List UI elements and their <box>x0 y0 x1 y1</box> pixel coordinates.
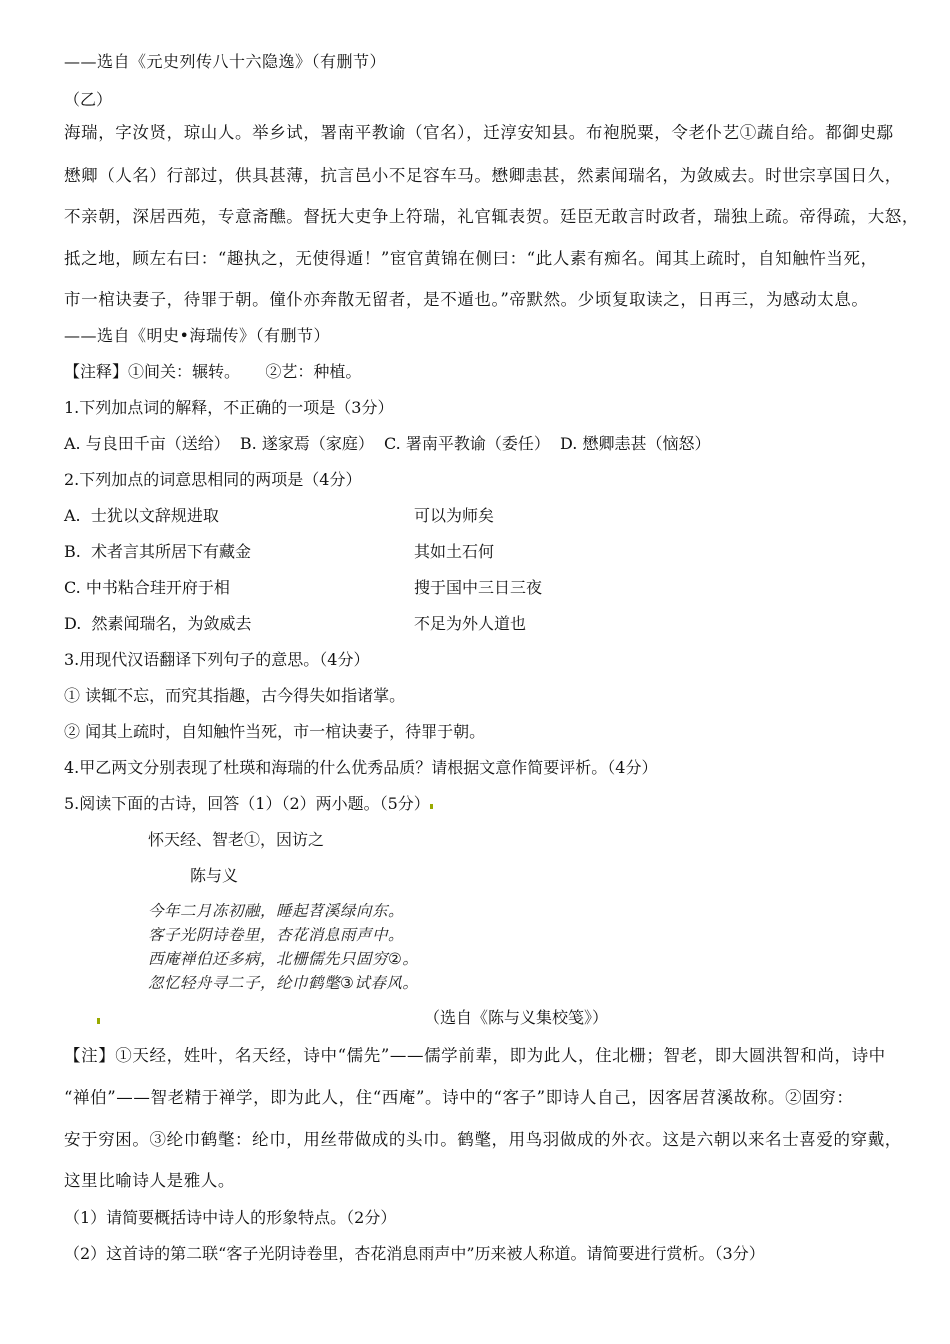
q2-option-row <box>64 506 864 526</box>
q1-stem: 1.下列加点词的解释，不正确的一项是（3分） <box>64 398 394 417</box>
passage-b-label: （乙） <box>64 90 113 109</box>
q2-option-right: 不足为外人道也 <box>414 614 527 633</box>
poem-line: 西庵禅伯还多病，北栅儒先只固穷②。 <box>148 950 419 968</box>
passage-b-line: 不亲朝，深居西苑，专意斋醮。督抚大吏争上符瑞，礼官辄表贺。廷臣无敢言时政者，瑞独上疏。帝得疏，大怒， <box>64 207 919 226</box>
q2-option-row <box>64 542 864 562</box>
q4-stem: 4.甲乙两文分别表现了杜瑛和海瑞的什么优秀品质？请根据文意作简要评析。（4分） <box>64 758 658 777</box>
q2-option-right: 其如土石何 <box>414 542 495 561</box>
q2-option-left: C. 中书粘合珪开府于相 <box>64 578 230 597</box>
poem-line: 客子光阴诗卷里，杏花消息雨声中。 <box>148 926 405 944</box>
source-b: ——选自《明史•海瑞传》（有删节） <box>64 326 330 345</box>
q3-item: ② 闻其上疏时，自知触忤当死，市一棺诀妻子，待罪于朝。 <box>64 722 486 741</box>
notes: 【注释】①间关：辗转。 ②艺：种植。 <box>64 362 362 381</box>
annotation-line: 这里比喻诗人是雅人。 <box>64 1171 235 1190</box>
q5-sub2: （2）这首诗的第二联“客子光阴诗卷里，杏花消息雨声中”历来被人称道。请简要进行赏析。（3分） <box>64 1244 765 1263</box>
q2-option-row <box>64 614 864 634</box>
passage-b-line: 抵之地，顾左右曰：“趣执之，无使得遁！”宦官黄锦在侧曰：“此人素有痴名。闻其上疏时，自知触忤当死， <box>64 249 878 268</box>
passage-b-line: 懋卿（人名）行部过，供具甚薄，抗言邑小不足容车马。懋卿恚甚，然素闻瑞名，为敛威去。时世宗享国日久， <box>64 166 902 185</box>
passage-b-line: 海瑞，字汝贤，琼山人。举乡试，署南平教谕（官名），迁淳安知县。布袍脱粟，令老仆艺①蔬自给。都御史鄢 <box>64 123 894 142</box>
q5-sub1: （1）请简要概括诗中诗人的形象特点。（2分） <box>64 1208 397 1227</box>
stray-mark <box>97 1018 100 1024</box>
q2-option-row <box>64 578 864 598</box>
poem-line: 忽忆轻舟寻二子，纶巾鹤氅③试春风。 <box>148 974 419 992</box>
poem-author: 陈与义 <box>190 866 239 885</box>
q2-option-left: D. 然素闻瑞名，为敛威去 <box>64 614 252 633</box>
q3-item: ① 读辄不忘，而究其指趣，古今得失如指诸掌。 <box>64 686 406 705</box>
q3-stem: 3.用现代汉语翻译下列句子的意思。（4分） <box>64 650 370 669</box>
source-a: ——选自《元史列传八十六隐逸》（有删节） <box>64 52 387 71</box>
q5-stem: 5.阅读下面的古诗，回答（1）（2）两小题。（5分） <box>64 794 430 813</box>
annotation-line: 【注】①天经，姓叶，名天经，诗中“儒先”——儒学前辈，即为此人，住北栅；智老，即大圆洪智和尚，诗中 <box>64 1046 886 1065</box>
poem-line: 今年二月冻初融，睡起苕溪绿向东。 <box>148 902 405 920</box>
q2-option-left: A. 士犹以文辞规进取 <box>64 506 219 525</box>
annotation-line: “禅伯”——智老精于禅学，即为此人，住“西庵”。诗中的“客子”即诗人自己，因客居苕溪故称。②固穷： <box>64 1088 854 1107</box>
poem-title: 怀天经、智老①，因访之 <box>148 830 325 849</box>
stray-mark <box>430 804 433 809</box>
q2-option-left: B. 术者言其所居下有藏金 <box>64 542 252 561</box>
passage-b-line: 市一棺诀妻子，待罪于朝。僮仆亦奔散无留者，是不遁也。”帝默然。少顷复取读之，日再三，为感动太息。 <box>64 290 869 309</box>
poem-text-image <box>148 893 438 999</box>
q2-option-right: 可以为师矣 <box>414 506 495 525</box>
q1-options: A. 与良田千亩（送给） B. 遂家焉（家庭） C. 署南平教谕（委任） D. 懋卿恚甚（恼怒） <box>64 434 711 453</box>
q2-stem: 2.下列加点的词意思相同的两项是（4分） <box>64 470 362 489</box>
poem-source: （选自《陈与义集校笺》） <box>424 1008 609 1027</box>
q2-option-right: 搜于国中三日三夜 <box>414 578 543 597</box>
annotation-line: 安于穷困。③纶巾鹤氅：纶巾，用丝带做成的头巾。鹤氅，用鸟羽做成的外衣。这是六朝以来名士喜爱的穿戴， <box>64 1130 902 1149</box>
